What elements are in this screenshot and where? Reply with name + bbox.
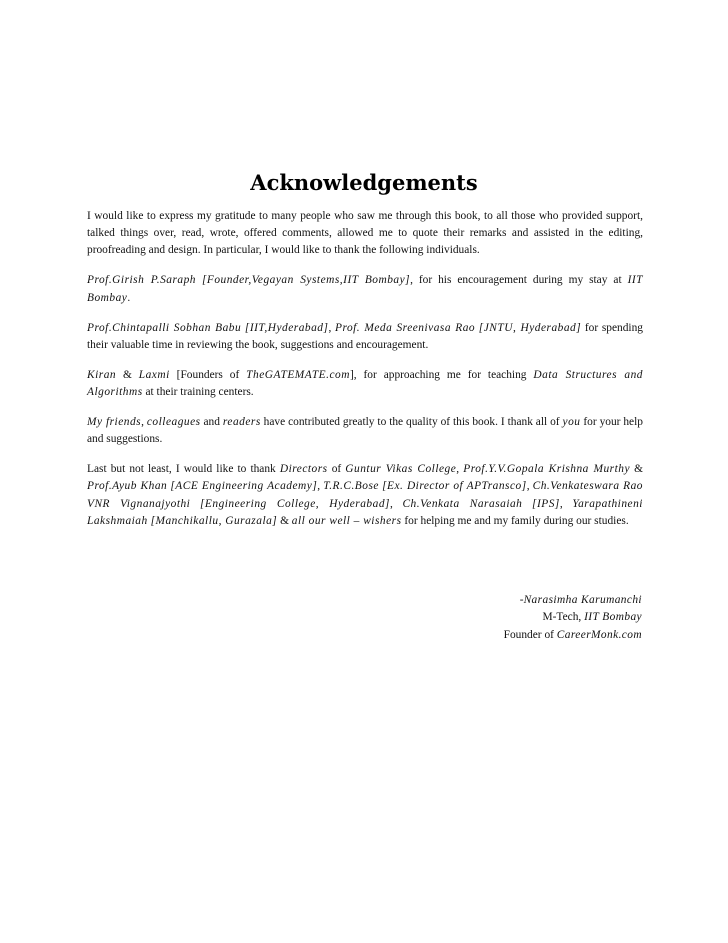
signature-degree-line: M-Tech, IIT Bombay — [542, 611, 642, 624]
affiliation: [Ex. Director of APTransco] — [382, 480, 527, 493]
affiliation: [IPS] — [532, 497, 560, 510]
signature-founder-line: Founder of CareerMonk.com — [503, 628, 642, 641]
person-name: Prof.Girish P.Saraph — [87, 274, 196, 287]
paragraph-intro: I would like to express my gratitude to many people who saw me through this book, to all those who provided support, talked things over, read, wrote, offered comments, allowed me to quote their remarks and assisted in the editing, proofreading and design. In particular, I would like to thank the following individuals. — [87, 210, 643, 257]
you-word: you — [562, 416, 581, 429]
paragraph-saraph: Prof.Girish P.Saraph [Founder,Vegayan Systems,IIT Bombay], for his encouragement during my stay at IIT Bombay. — [87, 274, 643, 304]
company-name: CareerMonk.com — [556, 628, 642, 641]
affiliation: [ACE Engineering Academy] — [170, 480, 318, 493]
paragraph-final: Last but not least, I would like to thank Directors of Guntur Vikas College, Prof.Y.V.Gopala Krishna Murthy & Prof.Ayub Khan [ACE Engineering Academy], T.R.C.Bose [Ex. Director of APTransco], Ch.Venkateswara Rao VNR Vignanajyothi [Engineering College, Hyderabad], Ch.Venkata Narasaiah [IPS], Yarapathineni Lakshmaiah [Manchikallu, Gurazala] & all our well – wishers for helping me and my family during our studies. — [87, 463, 643, 527]
website-name: TheGATEMATE.com — [246, 368, 350, 381]
affiliation: [Founder,Vegayan Systems,IIT Bombay] — [201, 274, 411, 287]
person-name: Prof.Chintapalli Sobhan Babu — [87, 321, 242, 334]
person-name: Yarapathineni Lakshmaiah — [87, 497, 643, 527]
author-name: Narasimha Karumanchi — [523, 594, 642, 606]
affiliation: [Manchikallu, Gurazala] — [150, 514, 278, 527]
paragraph-gatemate: Kiran & Laxmi [Founders of TheGATEMATE.com], for approaching me for teaching Data Structures and Algorithms at their training centers. — [87, 368, 643, 399]
group-name: all our well – wishers — [291, 514, 402, 527]
person-name: T.R.C.Bose — [323, 480, 379, 493]
group-name: Directors — [279, 463, 328, 476]
institute-name: IIT Bombay — [584, 611, 642, 624]
paragraph-reviewers: Prof.Chintapalli Sobhan Babu [IIT,Hyderabad], Prof. Meda Sreenivasa Rao [JNTU, Hyderabad] for spending their valuable time in reviewing the book, suggestions and encouragement. — [87, 321, 643, 351]
person-name: Prof.Y.V.Gopala Krishna Murthy — [463, 463, 631, 476]
group-name: colleagues — [146, 416, 201, 429]
place-name: IIT Bombay — [87, 274, 643, 304]
person-name: Ch.Venkateswara Rao VNR Vignanajyothi — [87, 480, 643, 510]
page-title: Acknowledgements — [250, 170, 478, 195]
affiliation: [Engineering College, Hyderabad] — [199, 497, 390, 510]
subject-name: Data Structures and Algorithms — [87, 368, 643, 399]
acknowledgement-body — [87, 208, 643, 543]
signature-block — [504, 592, 642, 644]
institution-name: Guntur Vikas College — [345, 463, 457, 476]
affiliation: [JNTU, Hyderabad] — [478, 321, 582, 334]
affiliation: [IIT,Hyderabad] — [244, 321, 329, 334]
person-name: Prof. Meda Sreenivasa Rao — [334, 321, 476, 334]
person-name: Ch.Venkata Narasaiah — [402, 497, 523, 510]
person-name: Laxmi — [138, 368, 170, 381]
person-name: Prof.Ayub Khan — [87, 480, 168, 493]
group-name: readers — [222, 416, 261, 429]
group-name: My friends — [87, 416, 142, 429]
person-name: Kiran — [87, 368, 117, 381]
paragraph-friends: My friends, colleagues and readers have contributed greatly to the quality of this book. I thank all of you for your help and suggestions. — [87, 416, 643, 446]
signature-name-line: -Narasimha Karumanchi — [519, 594, 642, 606]
